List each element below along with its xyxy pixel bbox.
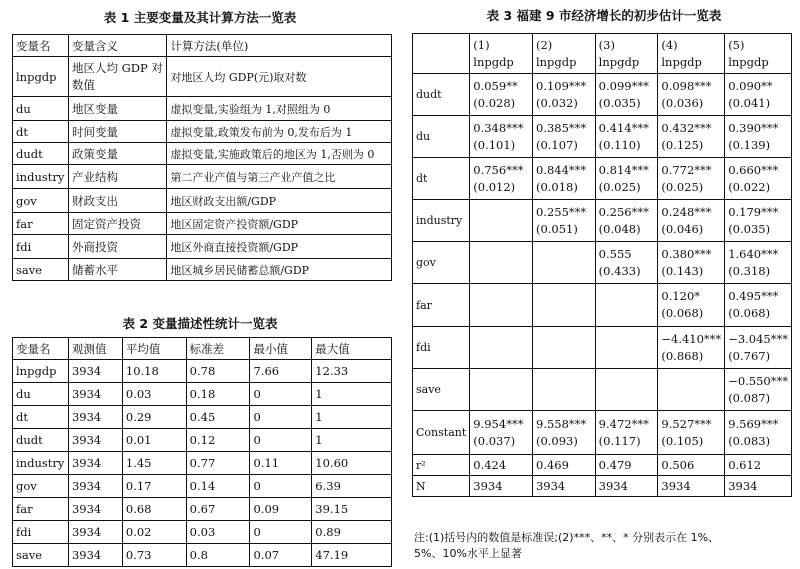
table-row xyxy=(13,235,392,259)
standard-error: (0.032) xyxy=(535,95,578,110)
table1-cell: 第二产业产值与第三产业产值之比 xyxy=(167,165,392,189)
coefficient: 0.099*** xyxy=(598,78,649,93)
table3-estimate-cell xyxy=(532,242,595,284)
table3-estimate-cell xyxy=(725,284,792,327)
table-row xyxy=(13,121,392,143)
coefficient: 0.432*** xyxy=(661,120,712,135)
table2-cell: 0.11 xyxy=(250,452,312,475)
model-dependent-variable: lnpgdp xyxy=(661,54,702,69)
table-row xyxy=(13,259,392,281)
table-row xyxy=(413,411,792,455)
table3-estimate-cell xyxy=(658,200,725,242)
coefficient: 0.555 xyxy=(598,246,632,261)
coefficient: 0.772*** xyxy=(661,162,712,177)
table3-cell: 0.469 xyxy=(532,455,595,476)
table2-cell: 0 xyxy=(250,429,312,452)
table1-cell: 地区固定资产投资额/GDP xyxy=(167,213,392,235)
standard-error: (0.110) xyxy=(598,137,641,152)
table2-cell: 1.45 xyxy=(122,452,186,475)
table3-row-label: N xyxy=(413,476,470,497)
table1-cell: 外商投资 xyxy=(68,235,166,259)
table3-estimate-cell xyxy=(595,74,658,116)
table2-header-cell: 最小值 xyxy=(250,338,312,360)
table3-estimate-cell xyxy=(470,158,533,200)
standard-error: (0.125) xyxy=(661,137,704,152)
table2-cell: 0.77 xyxy=(186,452,250,475)
table3-cell: 0.424 xyxy=(470,455,533,476)
table2-caption: 表 2 变量描述性统计一览表 xyxy=(122,316,278,331)
table2-cell: 0 xyxy=(250,406,312,429)
table3-row-label: r² xyxy=(413,455,470,476)
model-number: (5) xyxy=(728,37,745,52)
table-row xyxy=(13,143,392,165)
table2-cell: 0.03 xyxy=(186,521,250,544)
table-row xyxy=(413,200,792,242)
table3-estimate-cell xyxy=(532,327,595,369)
table2-cell: 10.18 xyxy=(122,360,186,383)
standard-error: (0.107) xyxy=(535,137,578,152)
table3-estimate-cell xyxy=(595,242,658,284)
coefficient: 0.348*** xyxy=(473,120,524,135)
standard-error: (0.028) xyxy=(473,95,516,110)
table3-estimate-cell xyxy=(658,284,725,327)
standard-error: (0.433) xyxy=(598,263,641,278)
table-row xyxy=(13,213,392,235)
table-row xyxy=(13,452,392,475)
table3-cell: 3934 xyxy=(595,476,658,497)
standard-error: (0.037) xyxy=(473,433,516,448)
table3-cell: 0.479 xyxy=(595,455,658,476)
table-row xyxy=(13,165,392,189)
table1-cell: 地区城乡居民储蓄总额/GDP xyxy=(167,259,392,281)
standard-error: (0.048) xyxy=(598,221,641,236)
table3-header-row xyxy=(413,34,792,74)
standard-error: (0.101) xyxy=(473,137,516,152)
table3-cell: 3934 xyxy=(470,476,533,497)
table3-row-label: save xyxy=(413,369,470,411)
table3-estimate-cell xyxy=(532,284,595,327)
table1-cell: 地区财政支出额/GDP xyxy=(167,189,392,213)
table2-cell: 3934 xyxy=(68,429,122,452)
table2-cell: 0.18 xyxy=(186,383,250,406)
standard-error: (0.022) xyxy=(728,179,771,194)
table1-body xyxy=(13,35,392,281)
table3-estimate-cell xyxy=(658,242,725,284)
table1-cell: dt xyxy=(13,121,69,143)
table1-cell: gov xyxy=(13,189,69,213)
table3-estimate-cell xyxy=(658,74,725,116)
table2-cell: 0 xyxy=(250,521,312,544)
table2-cell: 6.39 xyxy=(312,475,392,498)
table2-cell: 3934 xyxy=(68,360,122,383)
table2-header-cell: 最大值 xyxy=(312,338,392,360)
standard-error: (0.012) xyxy=(473,179,516,194)
table3-estimate-cell xyxy=(725,327,792,369)
coefficient: 0.059** xyxy=(473,78,518,93)
coefficient: 9.472*** xyxy=(598,416,649,431)
table-row xyxy=(413,327,792,369)
table-row xyxy=(413,74,792,116)
table2-cell: 0.09 xyxy=(250,498,312,521)
table3-n-row xyxy=(413,476,792,497)
table3-cell: 0.612 xyxy=(725,455,792,476)
table3-estimate-cell xyxy=(658,158,725,200)
table2-header-row xyxy=(13,338,392,360)
table3-row-label: du xyxy=(413,116,470,158)
table3-estimate-cell xyxy=(725,369,792,411)
table2-cell: 3934 xyxy=(68,383,122,406)
coefficient: 0.756*** xyxy=(473,162,524,177)
note-line-2: 5%、10%水平上显著 xyxy=(414,547,522,560)
model-number: (1) xyxy=(473,37,490,52)
table3-estimate-cell xyxy=(725,74,792,116)
standard-error: (0.868) xyxy=(661,348,704,363)
table2-cell: lnpgdp xyxy=(13,360,69,383)
table3-estimate-cell xyxy=(595,158,658,200)
table-row xyxy=(413,369,792,411)
table2-header-cell: 观测值 xyxy=(68,338,122,360)
table2-cell: du xyxy=(13,383,69,406)
table2-cell: far xyxy=(13,498,69,521)
table2-cell: gov xyxy=(13,475,69,498)
table1-cell: 地区外商直接投资额/GDP xyxy=(167,235,392,259)
standard-error: (0.318) xyxy=(728,263,771,278)
table3-estimate-cell xyxy=(725,242,792,284)
table2-cell: 1 xyxy=(312,429,392,452)
table2-cell: 0 xyxy=(250,383,312,406)
standard-error: (0.117) xyxy=(598,433,641,448)
table2-cell: 0.73 xyxy=(122,544,186,567)
model-number: (3) xyxy=(598,37,615,52)
table2-cell: 47.19 xyxy=(312,544,392,567)
model-dependent-variable: lnpgdp xyxy=(473,54,514,69)
coefficient: 0.660*** xyxy=(728,162,779,177)
table2-cell: 10.60 xyxy=(312,452,392,475)
standard-error: (0.068) xyxy=(728,306,771,320)
table2-cell: 3934 xyxy=(68,452,122,475)
table3-model-header xyxy=(532,34,595,74)
table1-cell: 地区变量 xyxy=(68,97,166,121)
table-row xyxy=(13,189,392,213)
table1-header-cell: 计算方法(单位) xyxy=(167,35,392,57)
table3-estimate-cell xyxy=(470,284,533,327)
table1-cell: dudt xyxy=(13,143,69,165)
table1-cell: lnpgdp xyxy=(13,57,69,97)
coefficient: 9.558*** xyxy=(535,416,587,431)
table2-cell: 0.78 xyxy=(186,360,250,383)
table2-cell: 7.66 xyxy=(250,360,312,383)
table1-cell: 虚拟变量,政策发布前为 0,发布后为 1 xyxy=(167,121,392,143)
table3-model-header xyxy=(658,34,725,74)
table3-estimate-cell xyxy=(470,327,533,369)
table1-header-row xyxy=(13,35,392,57)
table-row xyxy=(413,158,792,200)
table2-cell: fdi xyxy=(13,521,69,544)
table1-header-cell: 变量含义 xyxy=(68,35,166,57)
table-row xyxy=(13,429,392,452)
table2-cell: 1 xyxy=(312,383,392,406)
table1-cell: 财政支出 xyxy=(68,189,166,213)
table3-cell: 3934 xyxy=(725,476,792,497)
table2-cell: 1 xyxy=(312,406,392,429)
table3 xyxy=(412,33,792,497)
model-dependent-variable: lnpgdp xyxy=(535,54,577,69)
coefficient: 9.527*** xyxy=(661,416,712,431)
standard-error: (0.093) xyxy=(535,433,578,448)
table1-cell: 地区人均 GDP 对数值 xyxy=(68,57,166,97)
table3-cell: 0.506 xyxy=(658,455,725,476)
table-row xyxy=(13,475,392,498)
standard-error: (0.767) xyxy=(728,348,771,363)
table2-body xyxy=(13,338,392,567)
table3-row-label: fdi xyxy=(413,327,470,369)
table2-cell: 0.03 xyxy=(122,383,186,406)
table1-cell: 对地区人均 GDP(元)取对数 xyxy=(167,57,392,97)
table3-cell: 3934 xyxy=(532,476,595,497)
coefficient: 0.390*** xyxy=(728,120,779,135)
table2-cell: 0.14 xyxy=(186,475,250,498)
coefficient: 0.248*** xyxy=(661,204,712,219)
table3-estimate-cell xyxy=(658,327,725,369)
standard-error: (0.036) xyxy=(661,95,704,110)
table-row xyxy=(413,116,792,158)
table1-cell: 固定资产投资 xyxy=(68,213,166,235)
standard-error: (0.083) xyxy=(728,433,771,448)
coefficient: 0.256*** xyxy=(598,204,649,219)
table2-cell: 3934 xyxy=(68,498,122,521)
model-dependent-variable: lnpgdp xyxy=(728,54,769,69)
coefficient: −0.550*** xyxy=(728,373,788,388)
table2-header-cell: 平均值 xyxy=(122,338,186,360)
note-line-1: 注:(1)括号内的数值是标准误;(2)***、**、* 分别表示在 1%、 xyxy=(414,531,720,544)
table2-cell: 0.68 xyxy=(122,498,186,521)
table3-estimate-cell xyxy=(595,369,658,411)
standard-error: (0.139) xyxy=(728,137,771,152)
table2 xyxy=(12,337,392,567)
table2-cell: 0.17 xyxy=(122,475,186,498)
table3-row-label: dudt xyxy=(413,74,470,116)
table1-cell: fdi xyxy=(13,235,69,259)
coefficient: −4.410*** xyxy=(661,331,722,346)
standard-error: (0.035) xyxy=(728,221,771,236)
table-row xyxy=(13,521,392,544)
table1-cell: 时间变量 xyxy=(68,121,166,143)
table2-cell: 3934 xyxy=(68,406,122,429)
table3-estimate-cell xyxy=(470,411,533,455)
coefficient: 9.569*** xyxy=(728,416,779,431)
table1-cell: du xyxy=(13,97,69,121)
table3-estimate-cell xyxy=(470,116,533,158)
standard-error: (0.143) xyxy=(661,263,704,278)
table3-estimate-cell xyxy=(470,74,533,116)
table2-cell: 0.01 xyxy=(122,429,186,452)
table2-cell: industry xyxy=(13,452,69,475)
table3-estimate-cell xyxy=(532,158,595,200)
table3-estimate-cell xyxy=(470,369,533,411)
table3-row-label: gov xyxy=(413,242,470,284)
table3-row-label: industry xyxy=(413,200,470,242)
table2-cell: 0.8 xyxy=(186,544,250,567)
table2-cell: 3934 xyxy=(68,544,122,567)
table2-cell: 0.45 xyxy=(186,406,250,429)
table3-estimate-cell xyxy=(595,284,658,327)
table-row xyxy=(13,97,392,121)
table2-cell: 0 xyxy=(250,475,312,498)
table-row xyxy=(13,57,392,97)
table3-estimate-cell xyxy=(595,200,658,242)
coefficient: 0.814*** xyxy=(598,162,649,177)
table2-cell: 0.12 xyxy=(186,429,250,452)
coefficient: 1.640*** xyxy=(728,246,779,261)
standard-error: (0.105) xyxy=(661,433,704,448)
coefficient: 0.179*** xyxy=(728,204,779,219)
table3-estimate-cell xyxy=(595,327,658,369)
standard-error: (0.025) xyxy=(598,179,641,194)
table3-estimate-cell xyxy=(470,200,533,242)
coefficient: 0.109*** xyxy=(535,78,587,93)
table3-estimate-cell xyxy=(658,369,725,411)
table1 xyxy=(12,34,392,281)
table3-estimate-cell xyxy=(532,411,595,455)
coefficient: 0.255*** xyxy=(535,204,587,219)
coefficient: −3.045*** xyxy=(728,331,788,346)
table2-cell: 3934 xyxy=(68,521,122,544)
table2-header-cell: 标准差 xyxy=(186,338,250,360)
table3-estimate-cell xyxy=(595,411,658,455)
table1-cell: save xyxy=(13,259,69,281)
table3-r2-row xyxy=(413,455,792,476)
table3-row-label: far xyxy=(413,284,470,327)
table1-cell: 虚拟变量,实施政策后的地区为 1,否则为 0 xyxy=(167,143,392,165)
standard-error: (0.041) xyxy=(728,95,771,110)
table3-model-header xyxy=(595,34,658,74)
table3-model-header xyxy=(470,34,533,74)
table2-cell: 0.07 xyxy=(250,544,312,567)
table-row xyxy=(413,242,792,284)
model-number: (4) xyxy=(661,37,678,52)
coefficient: 0.120* xyxy=(661,289,701,303)
table3-row-label: dt xyxy=(413,158,470,200)
table3-caption: 表 3 福建 9 市经济增长的初步估计一览表 xyxy=(486,8,722,23)
model-dependent-variable: lnpgdp xyxy=(598,54,640,69)
standard-error: (0.051) xyxy=(535,221,578,236)
table1-cell: far xyxy=(13,213,69,235)
table3-estimate-cell xyxy=(725,411,792,455)
table3-corner-cell xyxy=(413,34,470,74)
table-row xyxy=(13,383,392,406)
table1-cell: 政策变量 xyxy=(68,143,166,165)
table3-model-header xyxy=(725,34,792,74)
table-row xyxy=(13,498,392,521)
coefficient: 0.414*** xyxy=(598,120,649,135)
table3-estimate-cell xyxy=(725,158,792,200)
standard-error: (0.025) xyxy=(661,179,704,194)
table2-cell: dudt xyxy=(13,429,69,452)
standard-error: (0.087) xyxy=(728,390,771,405)
standard-error: (0.046) xyxy=(661,221,704,236)
table3-estimate-cell xyxy=(595,116,658,158)
coefficient: 9.954*** xyxy=(473,416,524,431)
coefficient: 0.090** xyxy=(728,78,773,93)
table3-estimate-cell xyxy=(725,116,792,158)
table3-estimate-cell xyxy=(532,369,595,411)
table1-cell: 储蓄水平 xyxy=(68,259,166,281)
table3-estimate-cell xyxy=(532,200,595,242)
table-row xyxy=(413,284,792,327)
table2-cell: 0.02 xyxy=(122,521,186,544)
table2-cell: 0.29 xyxy=(122,406,186,429)
standard-error: (0.035) xyxy=(598,95,641,110)
table2-header-cell: 变量名 xyxy=(13,338,69,360)
table3-estimate-cell xyxy=(532,74,595,116)
table2-cell: save xyxy=(13,544,69,567)
table2-cell: 0.89 xyxy=(312,521,392,544)
table2-cell: 0.67 xyxy=(186,498,250,521)
table1-caption: 表 1 主要变量及其计算方法一览表 xyxy=(103,10,297,25)
table3-note xyxy=(414,530,719,562)
table-row xyxy=(13,544,392,567)
table3-estimate-cell xyxy=(532,116,595,158)
table2-cell: 3934 xyxy=(68,475,122,498)
table3-estimate-cell xyxy=(658,116,725,158)
model-number: (2) xyxy=(535,37,553,52)
table1-cell: industry xyxy=(13,165,69,189)
standard-error: (0.018) xyxy=(535,179,578,194)
standard-error: (0.068) xyxy=(661,306,704,320)
table-row xyxy=(13,406,392,429)
coefficient: 0.844*** xyxy=(535,162,587,177)
table3-row-label: Constant xyxy=(413,411,470,455)
table3-body xyxy=(413,34,792,497)
table3-cell: 3934 xyxy=(658,476,725,497)
coefficient: 0.098*** xyxy=(661,78,712,93)
coefficient: 0.385*** xyxy=(535,120,587,135)
table-row xyxy=(13,360,392,383)
coefficient: 0.495*** xyxy=(728,289,779,303)
table2-cell: dt xyxy=(13,406,69,429)
table3-estimate-cell xyxy=(725,200,792,242)
table2-cell: 39.15 xyxy=(312,498,392,521)
table3-estimate-cell xyxy=(470,242,533,284)
table1-header-cell: 变量名 xyxy=(13,35,69,57)
table3-estimate-cell xyxy=(658,411,725,455)
table1-cell: 产业结构 xyxy=(68,165,166,189)
coefficient: 0.380*** xyxy=(661,246,712,261)
table1-cell: 虚拟变量,实验组为 1,对照组为 0 xyxy=(167,97,392,121)
table2-cell: 12.33 xyxy=(312,360,392,383)
